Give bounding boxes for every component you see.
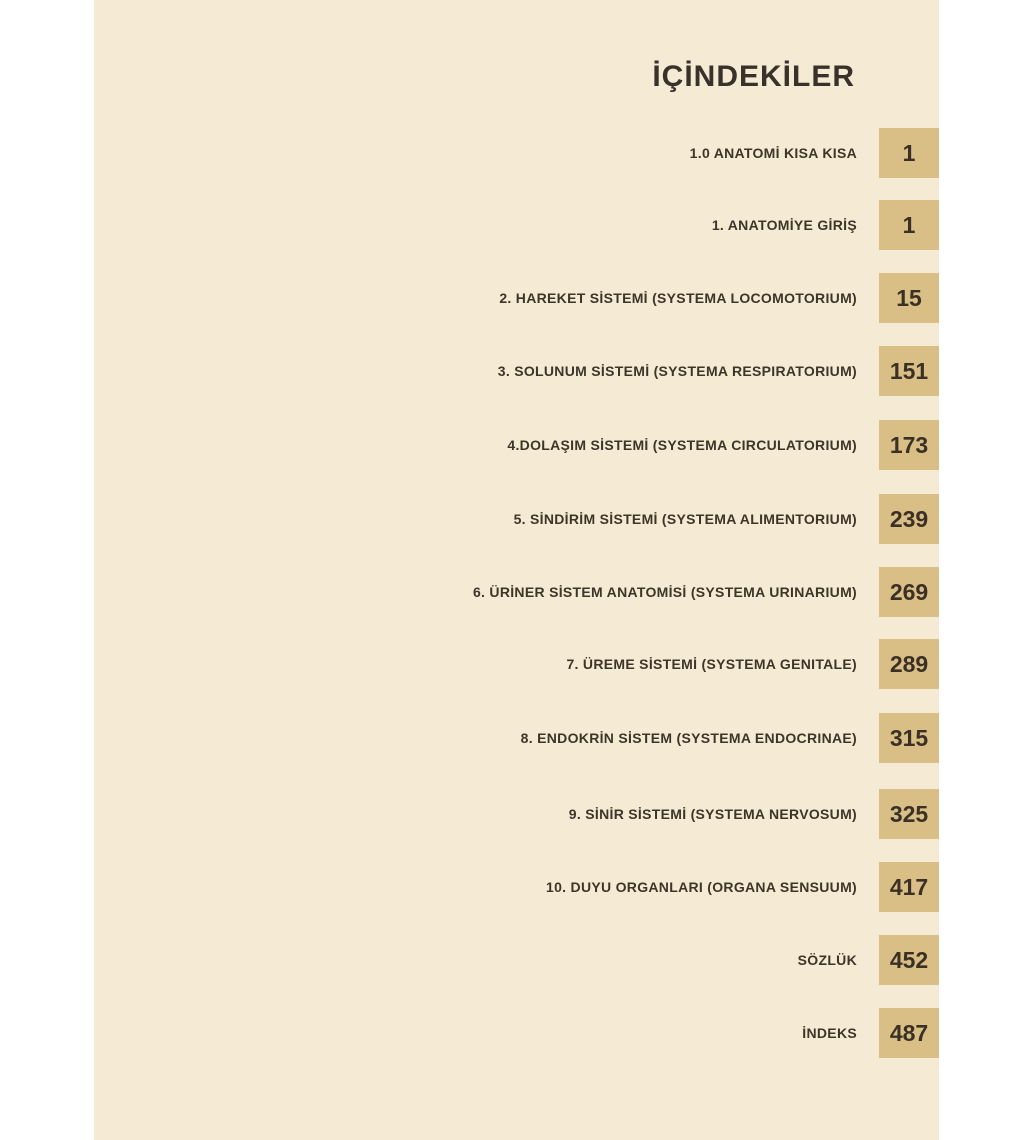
toc-entry-label: 1.0 ANATOMİ KISA KISA bbox=[689, 145, 857, 161]
toc-entry-page-number: 487 bbox=[879, 1008, 939, 1058]
toc-entry-page-number: 417 bbox=[879, 862, 939, 912]
toc-entry bbox=[94, 128, 939, 178]
toc-entry-page-number: 173 bbox=[879, 420, 939, 470]
toc-entry bbox=[94, 789, 939, 839]
page-title: İÇİNDEKİLER bbox=[652, 60, 855, 93]
toc-entry bbox=[94, 1008, 939, 1058]
toc-entry bbox=[94, 567, 939, 617]
toc-entry bbox=[94, 639, 939, 689]
toc-entry-page-number: 1 bbox=[879, 128, 939, 178]
toc-entry bbox=[94, 346, 939, 396]
toc-entry bbox=[94, 273, 939, 323]
toc-entry-label: 6. ÜRİNER SİSTEM ANATOMİSİ (SYSTEMA URINARIUM) bbox=[472, 584, 857, 600]
toc-entry bbox=[94, 713, 939, 763]
toc-entry-page-number: 452 bbox=[879, 935, 939, 985]
toc-entry-label: 8. ENDOKRİN SİSTEM (SYSTEMA ENDOCRINAE) bbox=[520, 730, 857, 746]
toc-entry-label: 10. DUYU ORGANLARI (ORGANA SENSUUM) bbox=[546, 879, 857, 895]
toc-entry bbox=[94, 935, 939, 985]
toc-entry-label: 2. HAREKET SİSTEMİ (SYSTEMA LOCOMOTORIUM) bbox=[499, 290, 857, 306]
toc-entry bbox=[94, 420, 939, 470]
toc-entry-page-number: 289 bbox=[879, 639, 939, 689]
toc-entry-label: 9. SİNİR SİSTEMİ (SYSTEMA NERVOSUM) bbox=[568, 806, 857, 822]
toc-entry-label: İNDEKS bbox=[802, 1025, 857, 1041]
toc-entry-page-number: 239 bbox=[879, 494, 939, 544]
toc-entry-page-number: 269 bbox=[879, 567, 939, 617]
toc-entry-label: SÖZLÜK bbox=[797, 952, 857, 968]
table-of-contents bbox=[94, 0, 939, 1140]
toc-entry bbox=[94, 494, 939, 544]
toc-entry-page-number: 15 bbox=[879, 273, 939, 323]
toc-entry-label: 3. SOLUNUM SİSTEMİ (SYSTEMA RESPIRATORIUM) bbox=[497, 363, 857, 379]
toc-entry-page-number: 315 bbox=[879, 713, 939, 763]
toc-entry-label: 7. ÜREME SİSTEMİ (SYSTEMA GENITALE) bbox=[566, 656, 857, 672]
toc-entry-page-number: 325 bbox=[879, 789, 939, 839]
toc-entry-label: 4.DOLAŞIM SİSTEMİ (SYSTEMA CIRCULATORIUM) bbox=[507, 437, 857, 453]
toc-entry-label: 5. SİNDİRİM SİSTEMİ (SYSTEMA ALIMENTORIUM) bbox=[513, 511, 857, 527]
toc-entry-page-number: 1 bbox=[879, 200, 939, 250]
book-page bbox=[94, 0, 939, 1140]
toc-entry bbox=[94, 862, 939, 912]
toc-entry-label: 1. ANATOMİYE GİRİŞ bbox=[711, 217, 857, 233]
toc-entry bbox=[94, 200, 939, 250]
toc-entry-page-number: 151 bbox=[879, 346, 939, 396]
